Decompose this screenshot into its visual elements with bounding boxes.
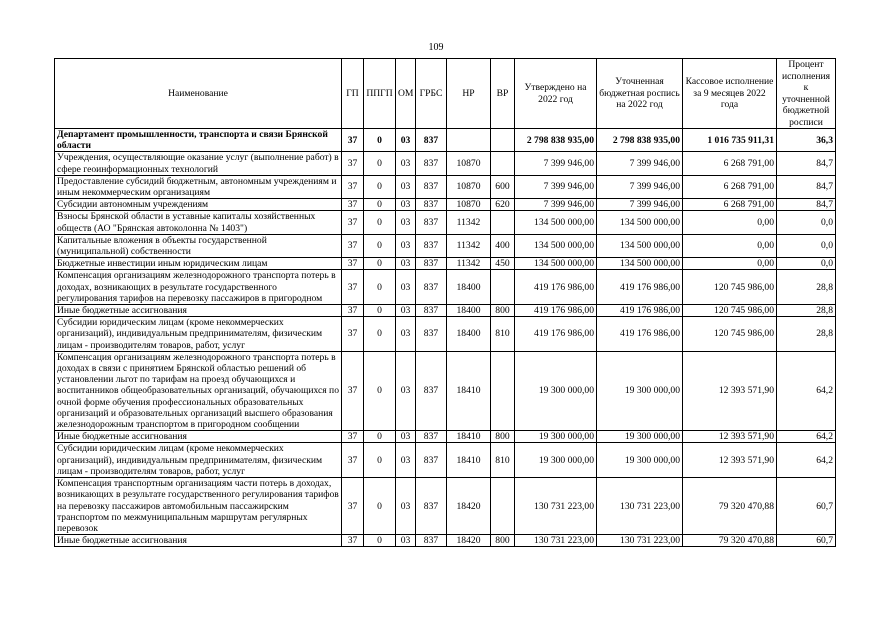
cell-vr: 800 [491,431,515,443]
cell-vr [491,478,515,535]
header-grbs: ГРБС [416,59,447,129]
cell-om: 03 [396,258,416,270]
cell-om: 03 [396,431,416,443]
table-row [55,211,836,234]
header-om: ОМ [396,59,416,129]
table-row [55,431,836,443]
cell-percent: 64,2 [777,431,836,443]
cell-grbs: 837 [416,129,447,152]
cell-ppgp: 0 [364,443,396,478]
cell-ppgp: 0 [364,129,396,152]
cell-np: 18400 [447,317,491,352]
header-gp: ГП [342,59,364,129]
cell-vr [491,270,515,305]
cell-vr: 800 [491,535,515,547]
cell-refined: 19 300 000,00 [597,431,683,443]
cell-refined: 7 399 946,00 [597,152,683,175]
cell-name: Департамент промышленности, транспорта и связи Брянской области [55,129,342,152]
cell-percent: 0,0 [777,211,836,234]
table-row [55,351,836,430]
cell-ppgp: 0 [364,175,396,198]
header-np: НР [447,59,491,129]
cell-name: Бюджетные инвестиции иным юридическим лицам [55,258,342,270]
cell-cash: 12 393 571,90 [683,351,777,430]
cell-name: Компенсация транспортным организациям части потерь в доходах, возникающих в результате государственного регулирования тарифов на перевозку пассажиров автомобильным пассажирским транспортом по межмуниципальным маршрутам регулярных перевозок [55,478,342,535]
cell-gp: 37 [342,535,364,547]
cell-vr [491,129,515,152]
cell-ppgp: 0 [364,234,396,257]
cell-percent: 28,8 [777,305,836,317]
cell-refined: 19 300 000,00 [597,351,683,430]
cell-vr [491,351,515,430]
cell-om: 03 [396,199,416,211]
cell-cash: 6 268 791,00 [683,152,777,175]
cell-approved: 7 399 946,00 [515,199,597,211]
cell-grbs: 837 [416,535,447,547]
cell-gp: 37 [342,258,364,270]
header-percent: Процент исполнения к уточненной бюджетной росписи [777,59,836,129]
cell-refined: 419 176 986,00 [597,317,683,352]
cell-name: Учреждения, осуществляющие оказание услуг (выполнение работ) в сфере геоинформационных технологий [55,152,342,175]
cell-grbs: 837 [416,305,447,317]
cell-ppgp: 0 [364,478,396,535]
cell-approved: 7 399 946,00 [515,152,597,175]
table-row [55,129,836,152]
cell-approved: 7 399 946,00 [515,175,597,198]
cell-refined: 19 300 000,00 [597,443,683,478]
cell-cash: 6 268 791,00 [683,175,777,198]
cell-approved: 134 500 000,00 [515,258,597,270]
cell-grbs: 837 [416,431,447,443]
cell-np: 11342 [447,211,491,234]
cell-name: Взносы Брянской области в уставные капиталы хозяйственных обществ (АО "Брянская автоколонна № 1403") [55,211,342,234]
cell-om: 03 [396,478,416,535]
cell-cash: 79 320 470,88 [683,478,777,535]
cell-gp: 37 [342,152,364,175]
table-row [55,478,836,535]
cell-grbs: 837 [416,258,447,270]
cell-cash: 0,00 [683,258,777,270]
cell-percent: 84,7 [777,152,836,175]
header-refined: Уточненная бюджетная роспись на 2022 год [597,59,683,129]
cell-vr: 600 [491,175,515,198]
cell-name: Компенсация организациям железнодорожного транспорта потерь в доходах, возникающих в результате государственного регулирования тарифов на перевозку пассажиров в пригородном [55,270,342,305]
cell-gp: 37 [342,317,364,352]
cell-om: 03 [396,535,416,547]
table-row [55,443,836,478]
cell-np: 11342 [447,234,491,257]
cell-vr: 810 [491,317,515,352]
cell-percent: 28,8 [777,317,836,352]
cell-ppgp: 0 [364,351,396,430]
cell-percent: 84,7 [777,175,836,198]
header-approved: Утверждено на 2022 год [515,59,597,129]
cell-cash: 79 320 470,88 [683,535,777,547]
cell-om: 03 [396,234,416,257]
cell-np: 18420 [447,535,491,547]
cell-gp: 37 [342,478,364,535]
cell-gp: 37 [342,443,364,478]
cell-refined: 2 798 838 935,00 [597,129,683,152]
cell-ppgp: 0 [364,535,396,547]
cell-gp: 37 [342,270,364,305]
cell-vr: 620 [491,199,515,211]
cell-grbs: 837 [416,234,447,257]
cell-refined: 130 731 223,00 [597,478,683,535]
table-row [55,199,836,211]
cell-cash: 0,00 [683,234,777,257]
cell-vr [491,152,515,175]
cell-om: 03 [396,270,416,305]
table-row [55,258,836,270]
cell-cash: 6 268 791,00 [683,199,777,211]
cell-name: Субсидии автономным учреждениям [55,199,342,211]
cell-np: 18410 [447,431,491,443]
cell-gp: 37 [342,211,364,234]
cell-gp: 37 [342,129,364,152]
cell-refined: 134 500 000,00 [597,258,683,270]
table-row [55,152,836,175]
cell-vr [491,211,515,234]
cell-vr: 800 [491,305,515,317]
cell-ppgp: 0 [364,199,396,211]
cell-approved: 419 176 986,00 [515,317,597,352]
cell-grbs: 837 [416,443,447,478]
cell-om: 03 [396,351,416,430]
table-row [55,175,836,198]
cell-name: Субсидии юридическим лицам (кроме некоммерческих организаций), индивидуальным предпринимателям, физическим лицам - производителям товаров, работ, услуг [55,443,342,478]
cell-percent: 36,3 [777,129,836,152]
cell-refined: 419 176 986,00 [597,305,683,317]
cell-percent: 28,8 [777,270,836,305]
cell-refined: 7 399 946,00 [597,199,683,211]
cell-ppgp: 0 [364,305,396,317]
cell-vr: 450 [491,258,515,270]
cell-cash: 120 745 986,00 [683,305,777,317]
cell-ppgp: 0 [364,431,396,443]
cell-approved: 19 300 000,00 [515,443,597,478]
table-body [55,129,836,547]
cell-approved: 19 300 000,00 [515,351,597,430]
cell-ppgp: 0 [364,317,396,352]
cell-np: 18400 [447,305,491,317]
cell-np: 18420 [447,478,491,535]
cell-percent: 60,7 [777,478,836,535]
cell-om: 03 [396,443,416,478]
cell-om: 03 [396,305,416,317]
cell-grbs: 837 [416,199,447,211]
cell-refined: 134 500 000,00 [597,211,683,234]
cell-ppgp: 0 [364,211,396,234]
cell-np: 18410 [447,443,491,478]
cell-np: 11342 [447,258,491,270]
cell-percent: 0,0 [777,258,836,270]
cell-approved: 2 798 838 935,00 [515,129,597,152]
cell-cash: 0,00 [683,211,777,234]
cell-cash: 12 393 571,90 [683,431,777,443]
cell-om: 03 [396,175,416,198]
cell-approved: 134 500 000,00 [515,211,597,234]
cell-refined: 134 500 000,00 [597,234,683,257]
cell-np: 10870 [447,175,491,198]
cell-grbs: 837 [416,175,447,198]
cell-name: Субсидии юридическим лицам (кроме некоммерческих организаций), индивидуальным предпринимателям, физическим лицам - производителям товаров, работ, услуг [55,317,342,352]
cell-approved: 130 731 223,00 [515,478,597,535]
cell-cash: 120 745 986,00 [683,270,777,305]
cell-gp: 37 [342,431,364,443]
cell-grbs: 837 [416,152,447,175]
cell-gp: 37 [342,305,364,317]
cell-grbs: 837 [416,351,447,430]
cell-name: Иные бюджетные ассигнования [55,535,342,547]
table-row [55,317,836,352]
table-row [55,234,836,257]
cell-refined: 419 176 986,00 [597,270,683,305]
cell-approved: 134 500 000,00 [515,234,597,257]
cell-cash: 1 016 735 911,31 [683,129,777,152]
cell-percent: 64,2 [777,443,836,478]
header-ppgp: ППГП [364,59,396,129]
cell-grbs: 837 [416,270,447,305]
cell-name: Капитальные вложения в объекты государственной (муниципальной) собственности [55,234,342,257]
cell-name: Иные бюджетные ассигнования [55,305,342,317]
cell-vr: 400 [491,234,515,257]
cell-gp: 37 [342,234,364,257]
cell-name: Иные бюджетные ассигнования [55,431,342,443]
table-row [55,305,836,317]
table-row [55,535,836,547]
cell-refined: 7 399 946,00 [597,175,683,198]
header-vr: ВР [491,59,515,129]
cell-om: 03 [396,211,416,234]
cell-np [447,129,491,152]
cell-percent: 64,2 [777,351,836,430]
table-row [55,270,836,305]
cell-gp: 37 [342,175,364,198]
cell-om: 03 [396,129,416,152]
cell-approved: 419 176 986,00 [515,305,597,317]
cell-name: Предоставление субсидий бюджетным, автономным учреждениям и иным некоммерческим организациям [55,175,342,198]
cell-np: 10870 [447,199,491,211]
cell-approved: 419 176 986,00 [515,270,597,305]
cell-om: 03 [396,317,416,352]
cell-vr: 810 [491,443,515,478]
cell-ppgp: 0 [364,152,396,175]
table-header-row [55,59,836,129]
cell-percent: 0,0 [777,234,836,257]
cell-approved: 130 731 223,00 [515,535,597,547]
budget-table [54,58,836,547]
cell-np: 18400 [447,270,491,305]
cell-np: 10870 [447,152,491,175]
cell-cash: 12 393 571,90 [683,443,777,478]
cell-cash: 120 745 986,00 [683,317,777,352]
cell-np: 18410 [447,351,491,430]
cell-grbs: 837 [416,317,447,352]
cell-gp: 37 [342,199,364,211]
cell-grbs: 837 [416,478,447,535]
cell-gp: 37 [342,351,364,430]
cell-name: Компенсация организациям железнодорожного транспорта потерь в доходах в связи с принятием Брянской областью решений об установлении льгот по тарифам на проезд обучающихся и воспитанников общеобразовательных организаций, обучающихся по очной форме обучения профессиональных образовательных организаций и образовательных организаций высшего образования железнодорожным транспортом в пригородном сообщении [55,351,342,430]
page-number: 109 [428,42,444,53]
cell-ppgp: 0 [364,258,396,270]
cell-ppgp: 0 [364,270,396,305]
cell-percent: 60,7 [777,535,836,547]
cell-approved: 19 300 000,00 [515,431,597,443]
cell-percent: 84,7 [777,199,836,211]
header-cash: Кассовое исполнение за 9 месяцев 2022 года [683,59,777,129]
cell-om: 03 [396,152,416,175]
cell-refined: 130 731 223,00 [597,535,683,547]
cell-grbs: 837 [416,211,447,234]
header-name: Наименование [55,59,342,129]
